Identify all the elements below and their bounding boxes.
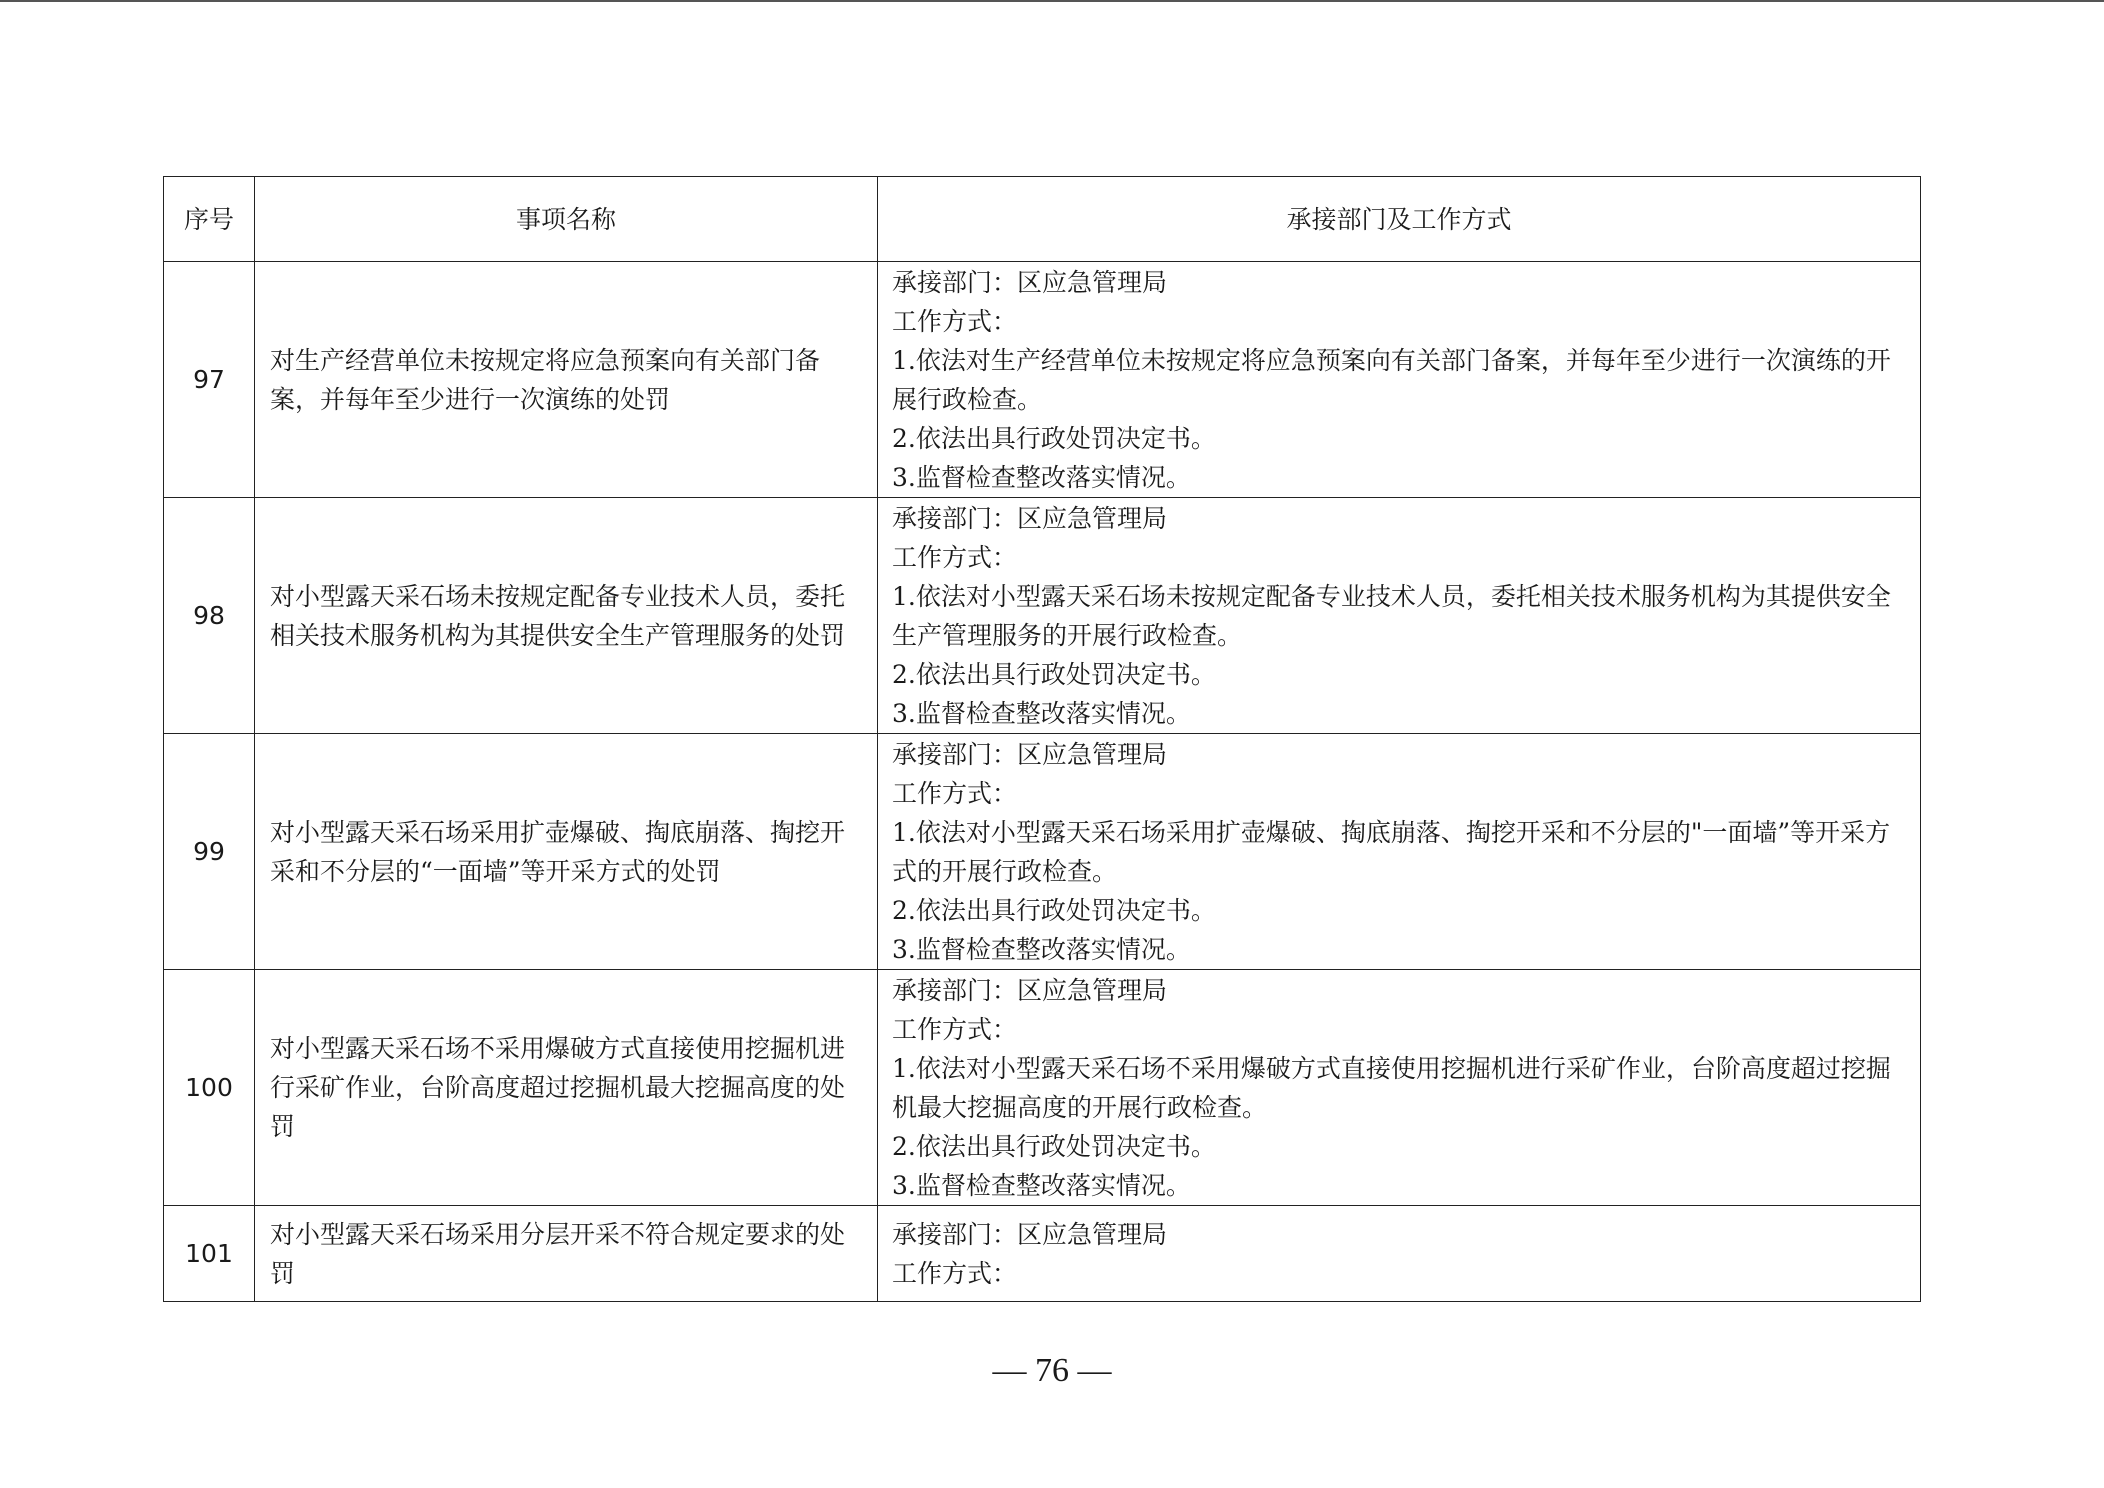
- row-dept-method: [878, 734, 1921, 970]
- dept-line: 2.依法出具行政处罚决定书。: [892, 423, 1216, 453]
- dept-line: 3.监督检查整改落实情况。: [892, 1170, 1191, 1200]
- table-row: [164, 498, 1921, 734]
- dept-line: 3.监督检查整改落实情况。: [892, 934, 1191, 964]
- dept-line: 承接部门：区应急管理局: [892, 1219, 1168, 1249]
- row-item-name: 对小型露天采石场采用分层开采不符合规定要求的处罚: [255, 1206, 878, 1302]
- row-dept-method: [878, 1206, 1921, 1302]
- dept-line: 2.依法出具行政处罚决定书。: [892, 895, 1216, 925]
- dept-line: 1.依法对小型露天采石场未按规定配备专业技术人员，委托相关技术服务机构为其提供安全生产管理服务的开展行政检查。: [892, 581, 1891, 650]
- dept-line: 工作方式：: [892, 306, 1018, 336]
- dept-line: 2.依法出具行政处罚决定书。: [892, 659, 1216, 689]
- row-dept-method: [878, 262, 1921, 498]
- dept-line: 承接部门：区应急管理局: [892, 503, 1168, 533]
- dept-line: 3.监督检查整改落实情况。: [892, 462, 1191, 492]
- row-item-name: 对小型露天采石场不采用爆破方式直接使用挖掘机进行采矿作业，台阶高度超过挖掘机最大挖掘高度的处罚: [255, 970, 878, 1206]
- table-row: [164, 262, 1921, 498]
- row-item-name: 对小型露天采石场采用扩壶爆破、掏底崩落、掏挖开采和不分层的“一面墙”等开采方式的处罚: [255, 734, 878, 970]
- row-number: 101: [164, 1206, 255, 1302]
- row-item-name: 对生产经营单位未按规定将应急预案向有关部门备案，并每年至少进行一次演练的处罚: [255, 262, 878, 498]
- header-number: 序号: [164, 177, 255, 262]
- table-row: [164, 970, 1921, 1206]
- row-dept-method: [878, 970, 1921, 1206]
- row-dept-method: [878, 498, 1921, 734]
- table-header-row: [164, 177, 1921, 262]
- dept-line: 2.依法出具行政处罚决定书。: [892, 1131, 1216, 1161]
- row-number: 99: [164, 734, 255, 970]
- header-item-name: 事项名称: [255, 177, 878, 262]
- dept-line: 承接部门：区应急管理局: [892, 739, 1168, 769]
- dept-line: 工作方式：: [892, 1258, 1018, 1288]
- dept-line: 承接部门：区应急管理局: [892, 267, 1168, 297]
- header-dept-method: 承接部门及工作方式: [878, 177, 1921, 262]
- responsibility-table: [163, 176, 1921, 1302]
- dept-line: 1.依法对小型露天采石场采用扩壶爆破、掏底崩落、掏挖开采和不分层的"一面墙”等开采方式的开展行政检查。: [892, 817, 1891, 886]
- dept-line: 承接部门：区应急管理局: [892, 975, 1168, 1005]
- row-number: 98: [164, 498, 255, 734]
- table-row: [164, 734, 1921, 970]
- dept-line: 工作方式：: [892, 1014, 1018, 1044]
- dept-line: 1.依法对小型露天采石场不采用爆破方式直接使用挖掘机进行采矿作业，台阶高度超过挖掘机最大挖掘高度的开展行政检查。: [892, 1053, 1891, 1122]
- page-top-border: [0, 0, 2104, 2]
- page-number: — 76 —: [992, 1352, 1112, 1389]
- dept-line: 1.依法对生产经营单位未按规定将应急预案向有关部门备案，并每年至少进行一次演练的开展行政检查。: [892, 345, 1891, 414]
- table-row: [164, 1206, 1921, 1302]
- row-number: 97: [164, 262, 255, 498]
- dept-line: 工作方式：: [892, 542, 1018, 572]
- dept-line: 工作方式：: [892, 778, 1018, 808]
- dept-line: 3.监督检查整改落实情况。: [892, 698, 1191, 728]
- row-number: 100: [164, 970, 255, 1206]
- row-item-name: 对小型露天采石场未按规定配备专业技术人员，委托相关技术服务机构为其提供安全生产管理服务的处罚: [255, 498, 878, 734]
